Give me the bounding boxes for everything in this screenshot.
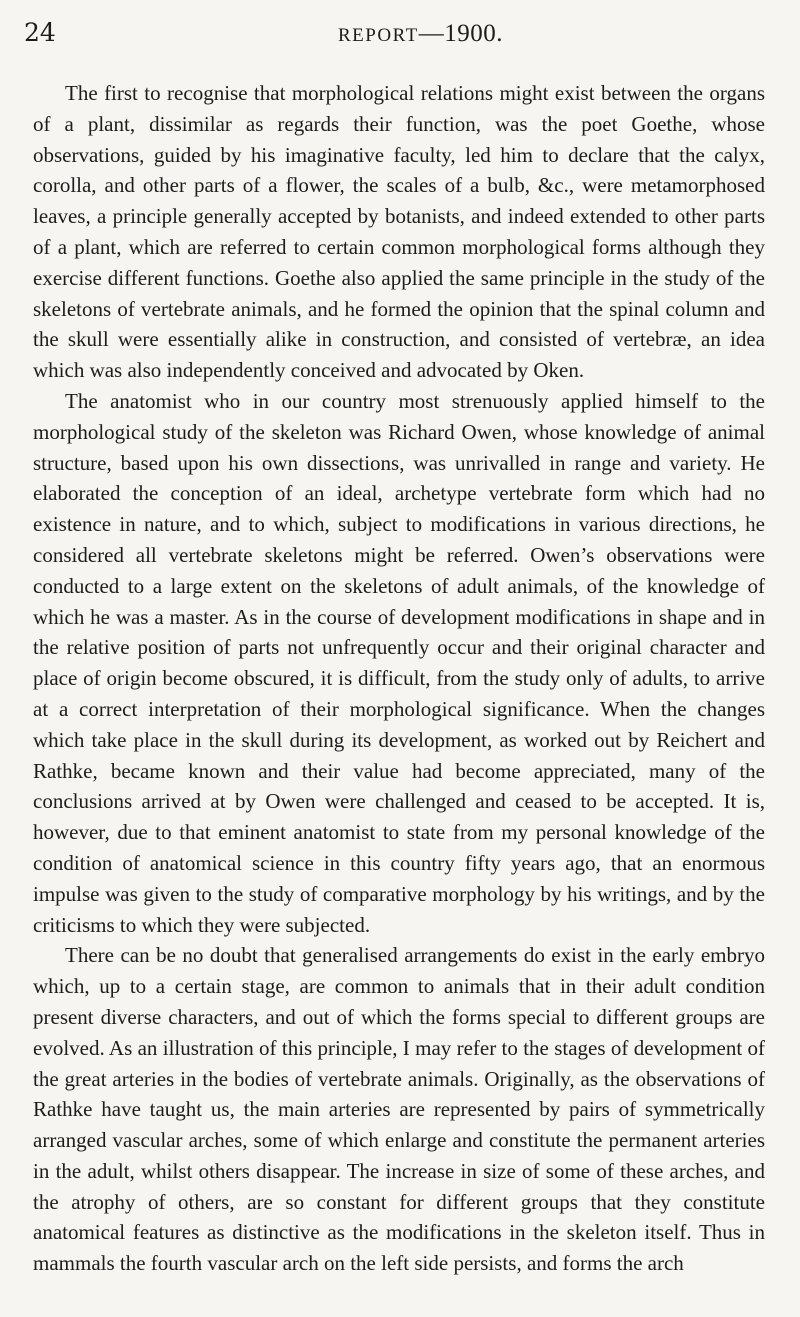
running-head-year: —1900.: [418, 20, 503, 47]
paragraph-owen: The anatomist who in our country most strenuously applied himself to the morphological study of the skeleton was Richard Owen, whose knowledge of animal structure, based upon his own dissections, was unrivalled in range and variety. He elaborated the conception of an ideal, archetype vertebrate form which had no existence in nature, and to which, subject to modifications in various directions, he considered all vertebrate skeletons might be referred. Owen’s observations were conducted to a large extent on the skeletons of adult animals, of the knowledge of which he was a master. As in the course of development modifications in shape and in the relative position of parts not unfrequently occur and their original character and place of origin become obscured, it is difficult, from the study only of adults, to arrive at a correct interpretation of their morphological significance. When the changes which take place in the skull during its development, as worked out by Reichert and Rathke, became known and their value had become appreciated, many of the conclusions arrived at by Owen were challenged and ceased to be accepted. It is, however, due to that eminent anatomist to state from my personal knowledge of the condition of anatomical science in this country fifty years ago, that an enormous impulse was given to the study of comparative morphology by his writings, and by the criticisms to which they were subjected.: [33, 388, 765, 937]
running-head-report: REPORT: [338, 25, 419, 46]
running-head: [338, 20, 503, 48]
paragraph-goethe: The first to recognise that morphological relations might exist between the organs of a plant, dissimilar as regards their function, was the poet Goethe, whose observations, guided by his imaginative faculty, led him to declare that the calyx, corolla, and other parts of a flower, the scales of a bulb, &c., were metamorphosed leaves, a principle generally accepted by botanists, and indeed extended to other parts of a plant, which are referred to certain common morphological forms although they exercise different functions. Goethe also applied the same principle in the study of the skeletons of vertebrate animals, and he formed the opinion that the spinal column and the skull were essentially alike in construction, and consisted of vertebræ, an idea which was also independently conceived and advocated by Oken.: [33, 81, 765, 383]
page-number: 24: [24, 18, 56, 47]
body-text: [33, 78, 765, 1279]
paragraph-embryo: There can be no doubt that generalised arrangements do exist in the early embryo which, up to a certain stage, are common to animals that in their adult condition present diverse characters, and out of which the forms special to different groups are evolved. As an illustration of this principle, I may refer to the stages of development of the great arteries in the bodies of vertebrate animals. Originally, as the observations of Rathke have taught us, the main arteries are represented by pairs of symmetrically arranged vascular arches, some of which enlarge and constitute the permanent arteries in the adult, whilst others disappear. The increase in size of some of these arches, and the atrophy of others, are so constant for different groups that they constitute anatomical features as distinctive as the modifications in the skeleton itself. Thus in mammals the fourth vascular arch on the left side persists, and forms the arch: [33, 943, 765, 1276]
